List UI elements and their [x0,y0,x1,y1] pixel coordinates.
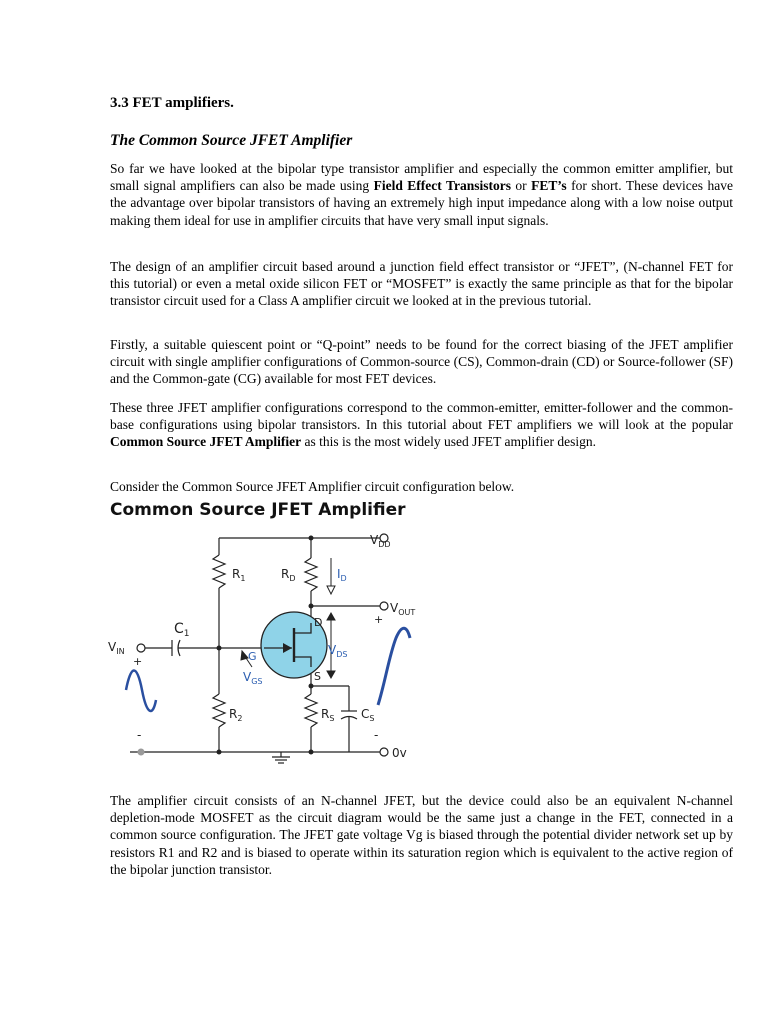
paragraph-intro-text-d: for short. These devices have the advantage over bipolar transistors of having an extremely high input impedance along with a low noise output making them ideal for use in amplifier circuits that have very small input signals. [110,178,733,228]
term-common-source-jfet-amplifier: Common Source JFET Amplifier [110,434,302,450]
c1-label: $C_1$ [174,621,190,639]
r2-resistor [213,694,225,727]
rs-label: $R_S$ [321,707,335,723]
r1-label: $R_1$ [232,567,246,583]
zero-v-label: 0v [392,746,407,760]
vdd-label: $V_{DD}$ [370,533,391,549]
paragraph-jfet-design: The design of an amplifier circuit based around a junction field effect transistor or “JFET”, (N-channel FET for this tutorial) or even a metal oxide silicon FET or “MOSFET” is exactly the same principle as that for the bipolar transistor circuit used for a Class A amplifier circuit we looked at in the previous tutorial. [110,259,733,309]
gate-label: G [248,650,257,663]
paragraph-circuit-description: The amplifier circuit consists of an N-channel JFET, but the device could also be an equivalent N-channel depletion-mode MOSFET as the circuit diagram would be the same just a change in the FET, connected in a common source configuration. The JFET gate voltage Vg is biased through the potential divider network set up by resistors R1 and R2 and is biased to operate within its saturation region which is equivalent to the active region of the bipolar junction transistor. [110,793,733,877]
rd-label: $R_D$ [281,567,296,583]
paragraph-intro [110,160,733,229]
paragraph-q-point: Firstly, a suitable quiescent point or “Q-point” needs to be found for the correct biasing of the JFET amplifier circuit with single amplifier configurations of Common-source (CS), Common-drain (CD) or Source-follower (SF) and the Common-gate (CG) available for most FET devices. [110,337,733,387]
vout-plus-label: + [374,613,384,626]
source-label: S [314,670,321,683]
circuit-diagram [100,528,440,773]
vin-label: $V_{IN}$ [108,640,125,656]
vgs-label: $V_{GS}$ [243,670,263,686]
vin-minus-label: - [137,728,142,742]
input-sine-wave [126,671,156,711]
paragraph-configurations [110,399,733,451]
section-heading: 3.3 FET amplifiers. [110,95,234,111]
zero-v-terminal [380,748,388,756]
paragraph-intro-text-a: So far we have looked at the bipolar type transistor amplifier and especially the common emitter amplifier, but small signal amplifiers can also be made using [110,161,733,194]
paragraph-configurations-text-a: These three JFET amplifier configurations correspond to the common-emitter, emitter-follower and the common-base configurations using bipolar transistors. In this tutorial about FET amplifiers we will look at the popular [110,400,733,433]
r2-label: $R_2$ [229,707,243,723]
subheading: The Common Source JFET Amplifier [110,132,353,149]
term-fets: FET’s [531,178,567,194]
vout-terminal [380,602,388,610]
output-sine-wave [378,628,410,705]
vds-label: $V_{DS}$ [328,643,348,659]
id-label: $I_D$ [337,567,347,583]
paragraph-intro-text-c: or [510,178,532,194]
vin-plus-label: + [133,655,143,668]
term-field-effect-transistors: Field Effect Transistors [373,178,511,194]
rd-resistor [305,558,317,591]
drain-label: D [314,616,323,629]
paragraph-configurations-text-c: as this is the most widely used JFET amplifier design. [301,434,596,450]
cs-label: $C_S$ [361,707,375,723]
vout-minus-label: - [374,728,379,742]
vin-terminal [137,644,145,652]
diagram-title: Common Source JFET Amplifier [110,500,406,520]
r1-resistor [213,555,225,588]
vout-label: $V_{OUT}$ [390,601,416,617]
paragraph-consider: Consider the Common Source JFET Amplifier circuit configuration below. [110,479,515,494]
rs-resistor [305,694,317,727]
input-ground-terminal [138,749,145,756]
